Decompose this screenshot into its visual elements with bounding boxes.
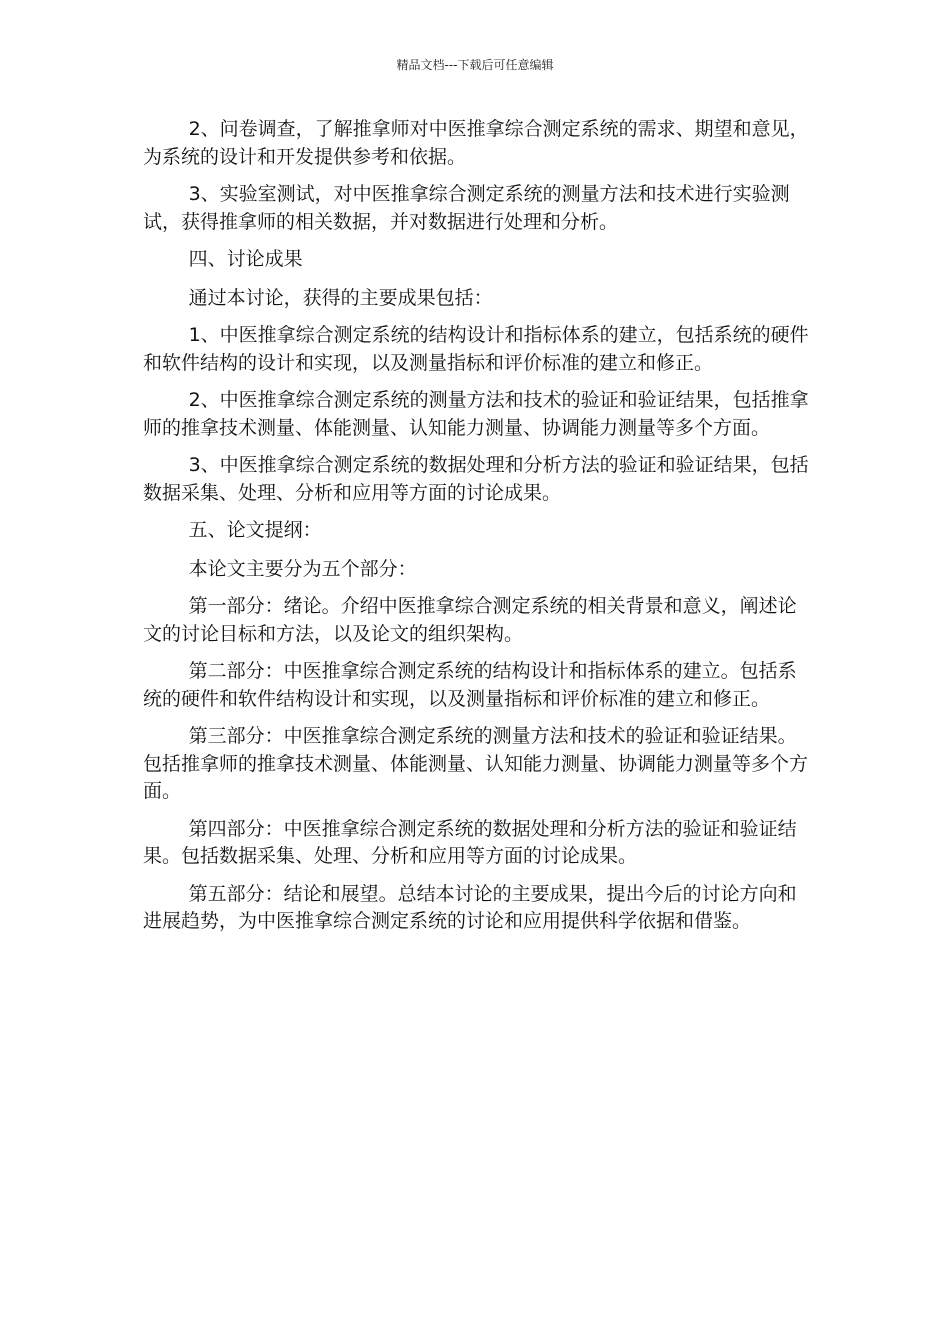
paragraph-part-3: 第三部分：中医推拿综合测定系统的测量方法和技术的验证和验证结果。包括推拿师的推拿技术测量、体能测量、认知能力测量、协调能力测量等多个方面。 xyxy=(143,725,809,802)
paragraph-lab-test: 3、实验室测试，对中医推拿综合测定系统的测量方法和技术进行实验测试，获得推拿师的相关数据，并对数据进行处理和分析。 xyxy=(143,183,790,233)
paragraph-part-2: 第二部分：中医推拿综合测定系统的结构设计和指标体系的建立。包括系统的硬件和软件结构设计和实现，以及测量指标和评价标准的建立和修正。 xyxy=(143,660,797,710)
paragraph-part-4: 第四部分：中医推拿综合测定系统的数据处理和分析方法的验证和验证结果。包括数据采集、处理、分析和应用等方面的讨论成果。 xyxy=(143,817,797,867)
document-body xyxy=(143,116,811,946)
paragraph-part-5: 第五部分：结论和展望。总结本讨论的主要成果，提出今后的讨论方向和进展趋势，为中医推拿综合测定系统的讨论和应用提供科学依据和借鉴。 xyxy=(143,882,797,932)
paragraph-part-1: 第一部分：绪论。介绍中医推拿综合测定系统的相关背景和意义，阐述论文的讨论目标和方法，以及论文的组织架构。 xyxy=(143,595,797,645)
paragraph-results-intro: 通过本讨论，获得的主要成果包括： xyxy=(188,286,493,309)
paragraph-result-3: 3、中医推拿综合测定系统的数据处理和分析方法的验证和验证结果，包括数据采集、处理、分析和应用等方面的讨论成果。 xyxy=(143,454,809,504)
paragraph-questionnaire: 2、问卷调查，了解推拿师对中医推拿综合测定系统的需求、期望和意见，为系统的设计和开发提供参考和依据。 xyxy=(143,118,809,168)
section-heading-outline: 五、论文提纲： xyxy=(188,519,322,541)
page-header: 精品文档---下载后可任意编辑 xyxy=(396,58,554,72)
paragraph-outline-intro: 本论文主要分为五个部分： xyxy=(188,557,417,580)
paragraph-result-2: 2、中医推拿综合测定系统的测量方法和技术的验证和验证结果，包括推拿师的推拿技术测量、体能测量、认知能力测量、协调能力测量等多个方面。 xyxy=(143,389,809,439)
paragraph-result-1: 1、中医推拿综合测定系统的结构设计和指标体系的建立，包括系统的硬件和软件结构的设计和实现，以及测量指标和评价标准的建立和修正。 xyxy=(143,324,809,374)
section-heading-results: 四、讨论成果 xyxy=(188,248,303,270)
